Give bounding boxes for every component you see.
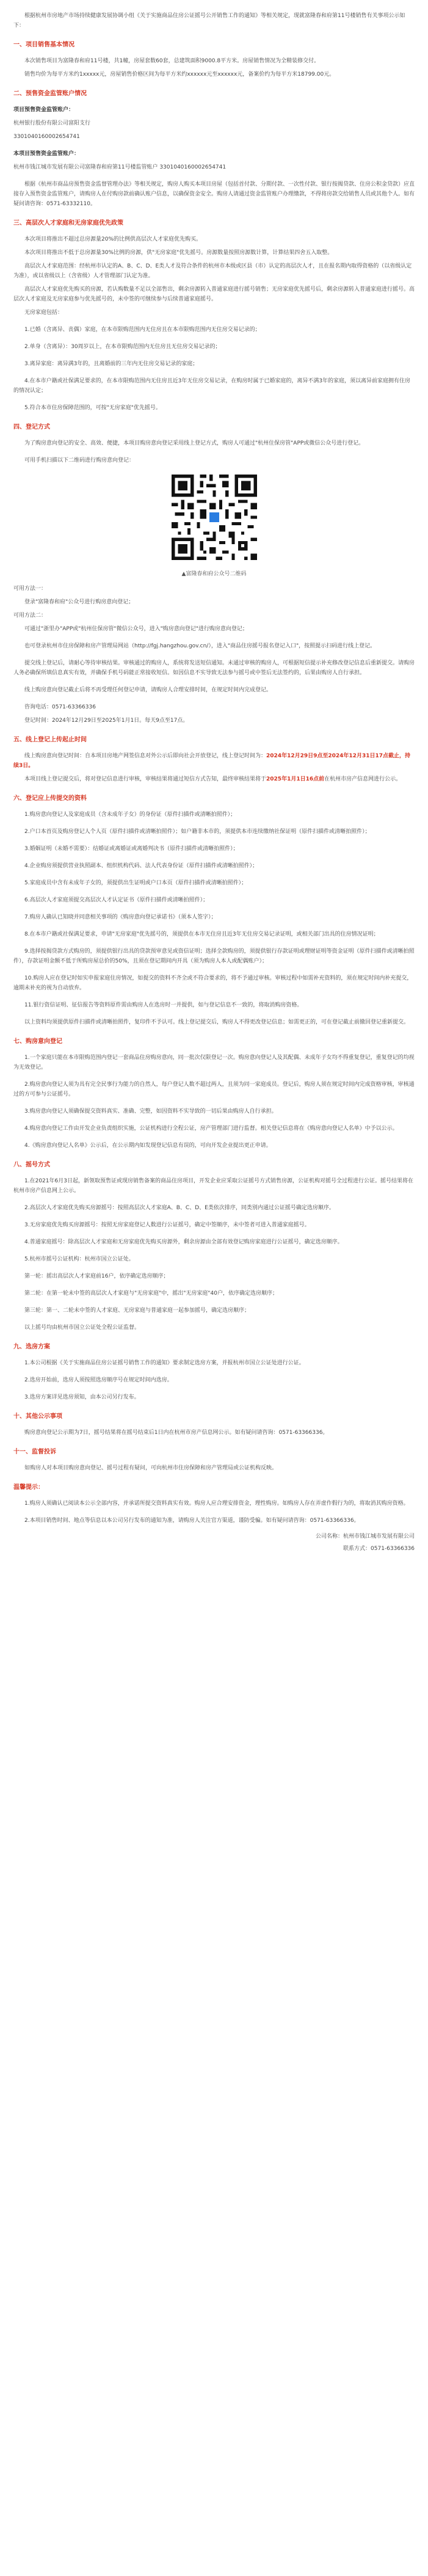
section-4-p6: 可通过"浙里办"APP或"杭州住保房管"微信公众号，进入"购房意向登记"进行购房意向登记； — [24, 626, 248, 632]
section-6-item-2: 2.户口本首页及购房登记人个人页（原件扫描件或清晰拍照件）；如户籍非本市的，须提供本市连续缴纳社保证明（原件扫描件或清晰拍照件）； — [24, 829, 371, 835]
section-8-p3: 3.无房家庭优先购买房源摇号：按照无房家庭登记人数进行公证摇号，确定中签顺序，未中签者可进入普通家庭摇号。 — [24, 1222, 310, 1228]
section-6-item-8: 8.在本市户籍或社保满足要求，申请"无房家庭"优先摇号的，须提供在本市无住房且近3年无住房交易记录证明，或相关部门出具的住房情况证明； — [24, 931, 379, 937]
section-4-p4: 登录"富隆春和府"公众号进行购房意向登记； — [24, 599, 134, 605]
company-name: 杭州市钱江城市发展有限公司 — [343, 1534, 415, 1540]
section-3-item-5: 5.符合本市住房保障范围的，可按"无房家庭"优先摇号。 — [24, 405, 161, 411]
section-3-p3: 高层次人才家庭范围：经杭州市认定的A、B、C、D、E类人才及符合条件的杭州市本级或区县（市）认定的高层次人才，且在报名期内取得资格的（以省级认定为准），或以省级以上（含省级）人才管理部门认定为准。 — [13, 263, 412, 279]
qr-code-caption: ▲富隆春和府公众号二维码 — [181, 571, 247, 577]
qr-code-icon[interactable] — [169, 471, 260, 563]
section-3-p4: 高层次人才家庭优先购买的房源，若认购数量不足以全部售出，剩余房源转入普通家庭进行摇号销售；无房家庭优先摇号后，剩余房源转入普通家庭进行摇号。高层次人才家庭及无房家庭参与优先摇号的，未中签的可继续参与后续普通家庭摇号。 — [13, 286, 415, 302]
section-8-p2: 2.高层次人才家庭优先购买房源摇号：按照高层次人才家庭A、B、C、D、E类依次排序，同类别内通过公证摇号确定选房顺序。 — [24, 1205, 335, 1211]
section-2-heading: 二、预售资金监管账户情况 — [13, 90, 87, 97]
section-2-p1: 根据《杭州市商品房预售资金监督管理办法》等相关规定，购房人购买本项目房屋（包括首付款、分期付款、一次性付款、银行按揭贷款、住房公积金贷款）应直接存入预售资金监管账户，请购房人在付购房款前确认账户信息，以确保资金安全。购房人请通过资金监管账户办理缴款，不得将房款交给销售人员或其他个人。如有疑问请咨询：0571-63332110。 — [13, 181, 415, 207]
section-10-heading: 十、其他公示事项 — [13, 1413, 62, 1420]
section-6-heading: 六、登记应上传提交的资料 — [13, 795, 87, 802]
section-4-phone: 咨询电话：0571-63366336 — [24, 704, 96, 710]
section-4-p1: 为了购房意向登记的安全、高效、便捷，本项目购房意向登记采用线上登记方式，购房人可通过"杭州住保房管"APP或微信公众号进行登记。 — [24, 440, 365, 446]
section-5-p1-highlight: 2024年12月29日9点至2024年12月31日17点截止，持续3日。 — [13, 753, 410, 769]
section-8-p1: 1.在2021年6月3日起，新领取预售证或现房销售备案的商品住房项目，开发企业应采取公证摇号方式销售房源，公证机构对摇号全过程进行公证。摇号结果将在杭州市房产信息网上公示。 — [13, 1178, 413, 1194]
section-9-p3: 3.选房方案详见选房须知，由本公司另行发布。 — [24, 1394, 140, 1400]
section-3-item-3: 3.离异家庭：离异满3年的，且离婚前的三年内无住房交易记录的家庭； — [24, 361, 198, 367]
section-3-item-1: 1.已婚（含离异、丧偶）家庭，在本市限购范围内无住房且在本市限购范围内无住房交易记录的； — [24, 327, 261, 333]
section-4-p8: 提交线上登记后，请耐心等待审核结果。审核通过的购房人，系统将发送短信通知。未通过审核的购房人，可根据短信提示补充修改登记信息后重新提交。请购房人务必确保所填信息真实有效，并确保手机号码能正常接收短信。如因信息不实导致无法参与摇号或中签后无法签约的，后果由购房人自行承担。 — [13, 660, 415, 676]
section-2-label-b: 本项目预售资金监管账户： — [13, 151, 80, 157]
section-5-p2-tail: 在杭州市房产信息网进行公示。 — [324, 776, 402, 782]
contact-phone: 0571-63366336 — [371, 1546, 415, 1552]
section-2-account-b: 杭州市钱江城市发展有限公司富隆春和府第11号楼监管账户 3301040160002654741 — [13, 164, 227, 170]
section-7-heading: 七、购房意向登记 — [13, 1038, 62, 1045]
section-7-p5: 4.《购房意向登记人名单》公示后，在公示期内如发现登记信息有误的，可向开发企业提出更正申请。 — [24, 1143, 272, 1149]
section-11-heading: 十一、监督投诉 — [13, 1449, 56, 1455]
section-5-p2 — [13, 774, 415, 784]
section-6-item-9: 9.选择按揭贷款方式购房的，须提供银行出具的贷款预审意见或资信证明；选择全款购房的，须提供银行存款证明或理财证明等资金证明（原件扫描件或清晰拍照件），存款证明金额不低于所购房屋总价的50%，且须在登记期间内开具（须为购房人本人或配偶账户）； — [13, 948, 415, 964]
section-6-item-1: 1.购房意向登记人及家庭成员（含未成年子女）的身份证（原件扫描件或清晰拍照件）； — [24, 812, 236, 818]
section-9-p1: 1.本公司根据《关于实施商品住房公证摇号销售工作的通知》要求制定选房方案，并报杭州市国立公证处进行公证。 — [24, 1360, 305, 1366]
section-6-item-6: 6.高层次人才家庭须提交高层次人才认定证书（原件扫描件或清晰拍照件）； — [24, 897, 209, 903]
section-4-time: 登记时间：2024年12月29日至2025年1月1日。每天9点至17点。 — [24, 718, 189, 724]
section-8-p9: 以上摇号均由杭州市国立公证处全程公证监督。 — [24, 1325, 140, 1331]
section-4-heading: 四、登记方式 — [13, 424, 50, 431]
section-1-p2: 销售均价为每平方米约1xxxxx元，房屋销售价格区间为每平方米约xxxxxx元至xxxxxx元，备案价约为每平方米18799.00元。 — [24, 71, 335, 78]
section-7-p1: 1.一个家庭只能在本市限购范围内登记一套商品住房购房意向，同一批次仅限登记一次。购房意向登记人及其配偶、未成年子女均不得重复登记，重复登记的均视为无效登记。 — [13, 1055, 415, 1071]
section-6-item-7: 7.购房人确认已知晓并同意相关事项的《购房意向登记承诺书》（须本人签字）； — [24, 914, 217, 920]
section-8-p5: 5.杭州市摇号公证机构：杭州市国立公证处。 — [24, 1256, 134, 1262]
section-8-p4: 4.普通家庭摇号：除高层次人才家庭和无房家庭优先购买房源外，剩余房源由全部有效登记购房家庭进行公证摇号，确定选房顺序。 — [24, 1239, 343, 1245]
section-7-p4: 4.购房意向登记工作由开发企业负责组织实施，公证机构进行全程公证，房产管理部门进行监督。相关登记信息将在《购房意向登记人名单》中予以公示。 — [24, 1126, 398, 1132]
section-2-account: 3301040160002654741 — [13, 134, 80, 140]
company-label: 公司名称： — [315, 1534, 343, 1540]
qr-code-container — [13, 471, 415, 567]
section-9-p2: 2.选房开始前，选房人须按照选房顺序号在规定时间内选房。 — [24, 1377, 173, 1383]
signature-company — [13, 1532, 415, 1541]
section-8-p8: 第三轮：第一、二轮未中签的人才家庭、无房家庭与普通家庭一起参加摇号，确定选房顺序； — [24, 1308, 250, 1314]
signature-contact — [13, 1544, 415, 1554]
tips-p2: 2.本项目销售时间、地点等信息以本公司另行发布的通知为准，请购房人关注官方渠道，谨防受骗。如有疑问请咨询：0571-63366336。 — [24, 1518, 360, 1524]
section-3-p2: 本次项目将推出不低于总房源量30%比例的房源，供"无房家庭"优先摇号。房源数量按照房源数计算，计算结果四舍五入取整。 — [24, 250, 333, 256]
section-1-heading: 一、项目销售基本情况 — [13, 42, 74, 48]
section-3-item-4: 4.在本市户籍或社保满足要求的，在本市限购范围内无住房且近3年无住房交易记录，在购房时属于已婚家庭的，离异不满3年的家庭，须以离异前家庭拥有住房的情况认定； — [13, 378, 411, 394]
section-6-item-3: 3.婚姻证明（未婚不需要）：结婚证或离婚证或离婚判决书（原件扫描件或清晰拍照件）； — [24, 846, 239, 852]
section-7-p3: 3.购房意向登记人须确保提交资料真实、准确、完整，如因资料不实导致的一切后果由购房人自行承担。 — [24, 1108, 277, 1115]
section-3-heading: 三、高层次人才家庭和无房家庭优先政策 — [13, 220, 123, 227]
section-5-p2-highlight: 2025年1月1日16点前 — [266, 776, 325, 782]
section-5-p2-text: 本项目线上登记提交后，将对登记信息进行审核，审核结果将通过短信方式告知，最终审核结果将于 — [24, 776, 267, 782]
section-3-p1: 本次项目将推出不超过总房源量20%的比例供高层次人才家庭优先购买。 — [24, 236, 202, 242]
section-11-p1: 如购房人对本项目购房意向登记、摇号过程有疑问，可向杭州市住房保障和房产管理局或公证机构反映。 — [24, 1465, 278, 1471]
section-8-p6: 第一轮：摇出高层次人才家庭前16户，依序确定选房顺序； — [24, 1273, 169, 1279]
section-2-label-a: 项目预售资金监管账户： — [13, 107, 74, 113]
section-6-item-11: 11.银行资信证明、征信报告等资料原件需由购房人在选房时一并提供，如与登记信息不一致的，将取消购房资格。 — [24, 1002, 303, 1008]
section-4-p9: 线上购房意向登记截止后将不再受理任何登记申请，请购房人合理安排时间，在规定时间内完成登记。 — [24, 687, 272, 693]
section-3-item-2: 2.单身（含离异）：30周岁以上，在本市限购范围内无住房且无住房交易记录的； — [24, 344, 221, 350]
section-4-p2: 可用手机扫描以下二维码进行购房意向登记： — [24, 457, 135, 464]
section-5-heading: 五、线上登记上传起止时间 — [13, 737, 87, 743]
tips-p1: 1.购房人须确认已阅读本公示全部内容，并承诺所提交资料真实有效。购房人应合理安排资金，理性购房。如购房人存在弄虚作假行为的，将取消其购房资格。 — [24, 1501, 409, 1507]
section-3-p5: 无房家庭包括： — [24, 310, 63, 316]
section-7-p2: 2.购房意向登记人须为具有完全民事行为能力的自然人，每户登记人数不超过两人，且须为同一家庭成员。登记后，购房人须在规定时间内完成资格审核，审核通过的方可参与公证摇号。 — [13, 1082, 415, 1097]
section-6-item-5: 5.家庭成员中含有未成年子女的，须提供出生证明或户口本页（原件扫描件或清晰拍照件）； — [24, 880, 247, 886]
section-9-heading: 九、选房方案 — [13, 1344, 50, 1350]
section-6-item-10: 10.购房人应在登记时如实申报家庭住房情况，如提交的资料不齐全或不符合要求的，将不予通过审核。审核过程中如需补充资料的，须在规定时间内补充提交，逾期未补充的视为自动放弃。 — [13, 975, 413, 991]
contact-label: 联系方式： — [343, 1546, 371, 1552]
section-6-item-12: 以上资料均须提供原件扫描件或清晰拍照件，复印件不予认可。线上登记提交后，购房人不得更改登记信息；如需更正的，可在登记截止前撤回登记重新提交。 — [24, 1019, 410, 1025]
section-8-heading: 八、摇号方式 — [13, 1162, 50, 1168]
section-4-p3: 可用方法一： — [13, 586, 47, 592]
section-5-p1 — [13, 751, 415, 771]
section-6-item-4: 4.企业购房须提供营业执照副本、组织机构代码、法人代表身份证（原件扫描件或清晰拍照件）； — [24, 863, 258, 869]
section-10-p1: 购房意向登记公示期为7日，摇号结果将在摇号结束后1日内在杭州市房产信息网公示。如有疑问请咨询：0571-63366336。 — [24, 1430, 328, 1436]
section-1-p1: 本次销售项目为富隆春和府11号楼，共1幢，房屋套数60套，总建筑面积9000.8平方米。房屋销售情况为全精装修交付。 — [24, 58, 320, 64]
section-2-bank: 杭州银行股份有限公司富阳支行 — [13, 120, 91, 126]
section-4-p7: 也可登录杭州市住房保障和房产管理局网站（http://fgj.hangzhou.gov.cn/），进入"商品住房摇号报名登记入口"，按照提示扫码进行线上登记。 — [24, 643, 376, 649]
intro-paragraph: 根据杭州市房地产市场持续健康发展协调小组《关于实施商品住房公证摇号公开销售工作的通知》等相关规定，现就富隆春和府第11号楼销售有关事项公示如下： — [13, 13, 405, 29]
section-8-p7: 第二轮：在第一轮未中签的高层次人才家庭与"无房家庭"中，摇出"无房家庭"40户，依序确定选房顺序； — [24, 1290, 278, 1297]
section-5-p1-text: 线上购房意向登记时间：自本项目房地产网签信息对外公示后即向社会开放登记，线上登记时间为： — [24, 753, 267, 759]
tips-heading: 温馨提示： — [13, 1484, 44, 1491]
section-4-p5: 可用方法二： — [13, 613, 47, 619]
